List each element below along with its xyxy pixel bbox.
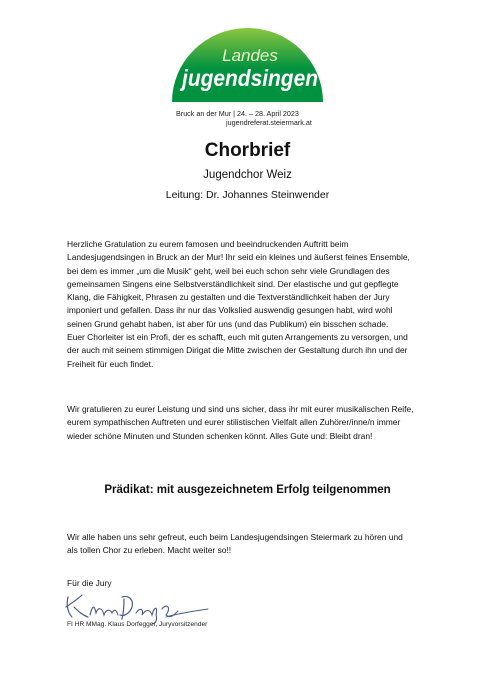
logo-word-top: Landes	[222, 46, 278, 65]
letter-paragraph-closing	[67, 531, 442, 558]
jury-label: Für die Jury	[67, 578, 112, 588]
text-line: Wir gratulieren zu eurer Leistung und sind uns sicher, dass ihr mit eurer musikalischen Reife,	[67, 404, 414, 414]
text-line: Landesjugendsingen in Bruck an der Mur! Ihr seid ein kleines und äußerst feines Ensemble,	[67, 252, 410, 263]
logo-location-date: Bruck an der Mur | 24. – 28. April 2023	[176, 109, 299, 118]
text-line: wieder schöne Minuten und Stunden schenken könnt. Alles Gute und: Bleibt dran!	[67, 430, 373, 441]
event-logo	[170, 10, 325, 127]
text-line: eurem sympathischen Auftreten und eurer stilistischen Vielfalt allen Zuhörer/inne/n immer	[67, 417, 401, 428]
text-line: seinen Grund gehabt haben, ist aber für uns (und das Publikum) ein bisschen schade.	[67, 318, 389, 329]
logo-graphic	[170, 10, 325, 110]
text-line: der auch mit seinem stimmigen Dirigat die Mitte zwischen der Gestaltung durch ihn und der	[67, 345, 408, 356]
text-line: Klang, die Fähigkeit, Phrasen zu gestalten und die Textverständlichkeit haben der Jury	[67, 292, 390, 303]
text-line: bei dem es immer „um die Musik“ geht, weil bei euch schon sehr viele Grundlagen des	[67, 265, 390, 276]
text-line: gemeinsamen Singens eine Selbstverständlichkeit sind. Der elastische und gut gepflegte	[67, 278, 399, 289]
page-title: Chorbrief	[204, 140, 291, 161]
choir-leader: Leitung: Dr. Johannes Steinwender	[165, 189, 330, 201]
text-line: als tollen Chor zu erleben. Macht weiter so!!	[67, 545, 232, 556]
text-line: Wir alle haben uns sehr gefreut, euch beim Landesjugendsingen Steiermark zu hören und	[67, 532, 403, 542]
text-line: Herzliche Gratulation zu eurem famosen und beeindruckenden Auftritt beim	[67, 239, 349, 249]
text-line: Euer Chorleiter ist ein Profi, der es schafft, euch mit guten Arrangements zu versorgen, und	[67, 332, 408, 343]
letter-paragraph-congratulation	[67, 238, 442, 371]
text-line: Freiheit für euch findet.	[67, 358, 154, 369]
choir-name: Jugendchor Weiz	[203, 169, 292, 181]
text-line: imponiert und gefallen. Dass ihr nur das Volkslied auswendig gesungen habt, wird wohl	[67, 305, 393, 316]
logo-word-main: jugendsingen	[179, 65, 318, 91]
handwritten-signature	[62, 589, 212, 625]
rating-verdict: Prädikat: mit ausgezeichnetem Erfolg teilgenommen	[104, 484, 391, 496]
logo-website-link[interactable]: jugendreferat.steiermark.at	[226, 118, 312, 127]
signer-name: FI HR MMag. Klaus Dorfegger, Juryvorsitzender	[67, 621, 208, 628]
letter-paragraph-wishes	[67, 403, 442, 443]
